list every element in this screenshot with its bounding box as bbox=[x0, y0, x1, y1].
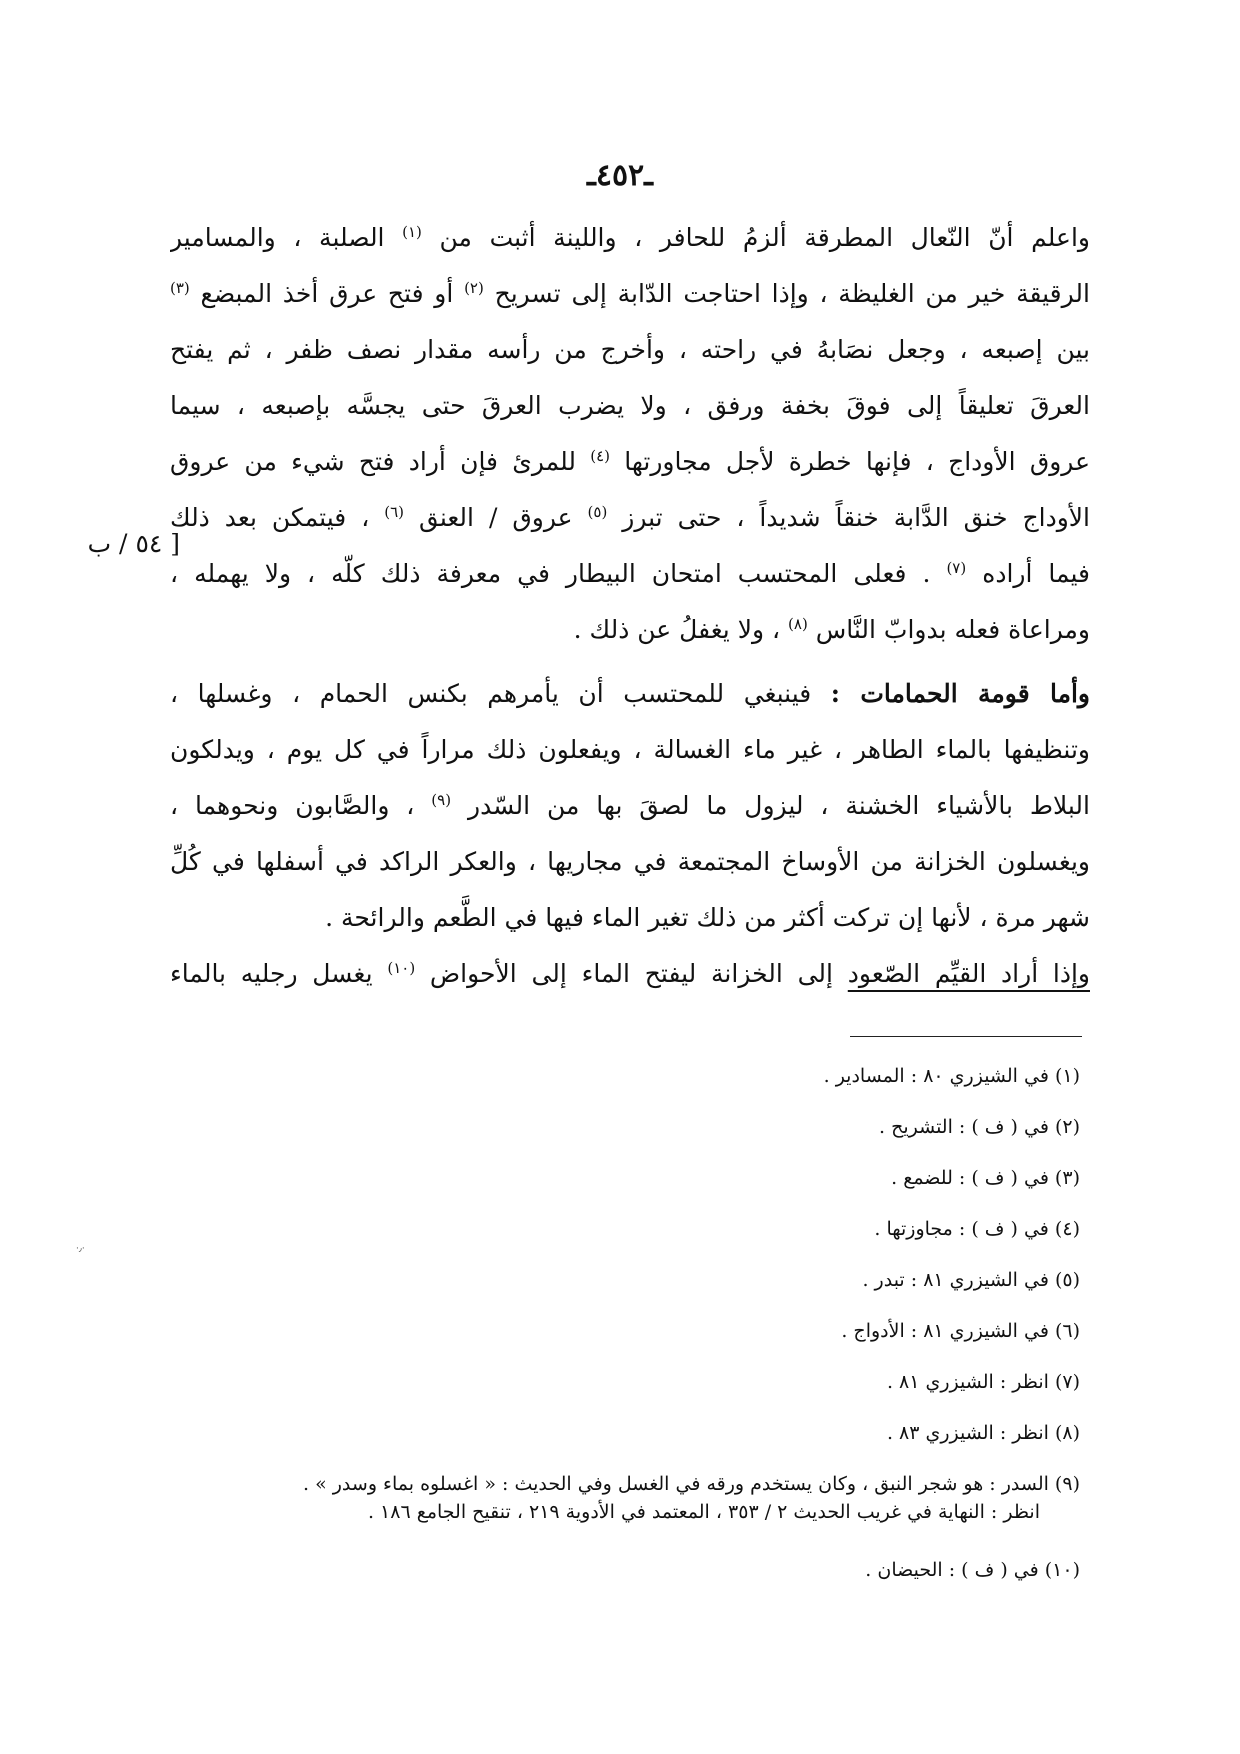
text-line-2: الرقيقة خير من الغليظة ، وإذا احتاجت الدّابة إلى تسريح $^{(٢)}$ أو فتح عرق أخذ المبضع $^{(٣)}$ bbox=[170, 279, 1090, 308]
text-line-4: العرقَ تعليقاً إلى فوقَ بخفة ورفق ، ولا يضرب العرقَ حتى يجسَّه بإصبعه ، سيما bbox=[170, 391, 1090, 420]
footnote-separator bbox=[850, 1036, 1082, 1037]
footnote-ref[interactable]: (٨) bbox=[788, 615, 808, 633]
footnote-ref[interactable]: (٥) bbox=[587, 503, 608, 521]
footnote-3: (٣) في ( ف ) : للضمع . bbox=[891, 1167, 1080, 1189]
text-line-1: واعلم أنّ النّعال المطرقة ألزمُ للحافر ، واللينة أثبت من $^{(١)}$ الصلبة ، والمسامير bbox=[170, 223, 1090, 252]
footnote-6: (٦) في الشيزري ٨١ : الأدواج . bbox=[841, 1320, 1080, 1342]
section-heading: وأما قومة الحمامات : bbox=[830, 679, 1090, 708]
footnote-ref[interactable]: (٢) bbox=[464, 279, 484, 297]
scan-speck: ·٫· bbox=[76, 1244, 85, 1254]
footnote-9-continuation: انظر : النهاية في غريب الحديث ٢ / ٣٥٣ ، المعتمد في الأدوية ٢١٩ ، تنقيح الجامع ١٨٦ . bbox=[367, 1501, 1040, 1523]
text-line-3: بين إصبعه ، وجعل نصَابهُ في راحته ، وأخرج من رأسه مقدار نصف ظفر ، ثم يفتح bbox=[170, 335, 1090, 364]
footnote-5: (٥) في الشيزري ٨١ : تبدر . bbox=[862, 1269, 1080, 1291]
text-line-6: الأوداج خنق الدَّابة خنقاً شديداً ، حتى تبرز $^{(٥)}$ عروق / العنق $^{(٦)}$ ، فيتمكن بعد ذلك bbox=[170, 503, 1090, 532]
footnote-8: (٨) انظر : الشيزري ٨٣ . bbox=[886, 1422, 1080, 1444]
footnote-ref[interactable]: (٩) bbox=[431, 791, 452, 809]
footnote-2: (٢) في ( ف ) : التشريح . bbox=[879, 1116, 1080, 1138]
footnote-ref[interactable]: (١٠) bbox=[387, 959, 416, 977]
text-line-12: ويغسلون الخزانة من الأوساخ المجتمعة في مجاريها ، والعكر الراكد في أسفلها في كُلِّ bbox=[170, 847, 1090, 876]
underlined-phrase: وإذا أراد القيِّم الصّعود bbox=[847, 959, 1090, 988]
footnote-1: (١) في الشيزري ٨٠ : المسادير . bbox=[823, 1065, 1080, 1087]
text-line-5: عروق الأوداج ، فإنها خطرة لأجل مجاورتها $^{(٤)}$ للمرئ فإن أراد فتح شيء من عروق bbox=[170, 447, 1090, 476]
footnote-ref[interactable]: (٧) bbox=[946, 559, 967, 577]
main-text bbox=[170, 210, 1090, 1002]
footnote-ref[interactable]: (٤) bbox=[590, 447, 610, 465]
footnote-ref[interactable]: (٣) bbox=[170, 279, 190, 297]
text-line-9: وأما قومة الحمامات : فينبغي للمحتسب أن يأمرهم بكنس الحمام ، وغسلها ، bbox=[170, 679, 1090, 708]
margin-folio-note: [ ٥٤ / ب bbox=[87, 529, 180, 558]
footnote-9-text: (٩) السدر : هو شجر النبق ، وكان يستخدم ورقه في الغسل وفي الحديث : « اغسلوه بماء وسدر » . bbox=[303, 1473, 1080, 1495]
text-line-14: وإذا أراد القيِّم الصّعود إلى الخزانة ليفتح الماء إلى الأحواض $^{(١٠)}$ يغسل رجليه بالماء bbox=[170, 959, 1090, 988]
footnote-7: (٧) انظر : الشيزري ٨١ . bbox=[886, 1371, 1080, 1393]
text-line-10: وتنظيفها بالماء الطاهر ، غير ماء الغسالة ، ويفعلون ذلك مراراً في كل يوم ، ويدلكون bbox=[170, 735, 1090, 764]
footnote-ref[interactable]: (١) bbox=[402, 223, 422, 241]
page-number: ـ٤٥٢ـ bbox=[587, 158, 653, 193]
footnotes bbox=[180, 1062, 1080, 1607]
text-line-7: فيما أراده $^{(٧)}$ . فعلى المحتسب امتحان البيطار في معرفة ذلك كلّه ، ولا يهمله ، bbox=[170, 559, 1090, 588]
text-line-8: ومراعاة فعله بدوابّ النَّاس $^{(٨)}$ ، ولا يغفلُ عن ذلك . bbox=[573, 615, 1090, 644]
text-line-13: شهر مرة ، لأنها إن تركت أكثر من ذلك تغير الماء فيها في الطَّعم والرائحة . bbox=[325, 903, 1090, 932]
footnote-ref[interactable]: (٦) bbox=[384, 503, 405, 521]
footnote-4: (٤) في ( ف ) : مجاوزتها . bbox=[874, 1218, 1080, 1240]
text-line-11: البلاط بالأشياء الخشنة ، ليزول ما لصقَ بها من السّدر $^{(٩)}$ ، والصَّابون ونحوهما ، bbox=[170, 791, 1090, 820]
footnote-9 bbox=[180, 1470, 1080, 1556]
footnote-10: (١٠) في ( ف ) : الحيضان . bbox=[865, 1559, 1080, 1581]
